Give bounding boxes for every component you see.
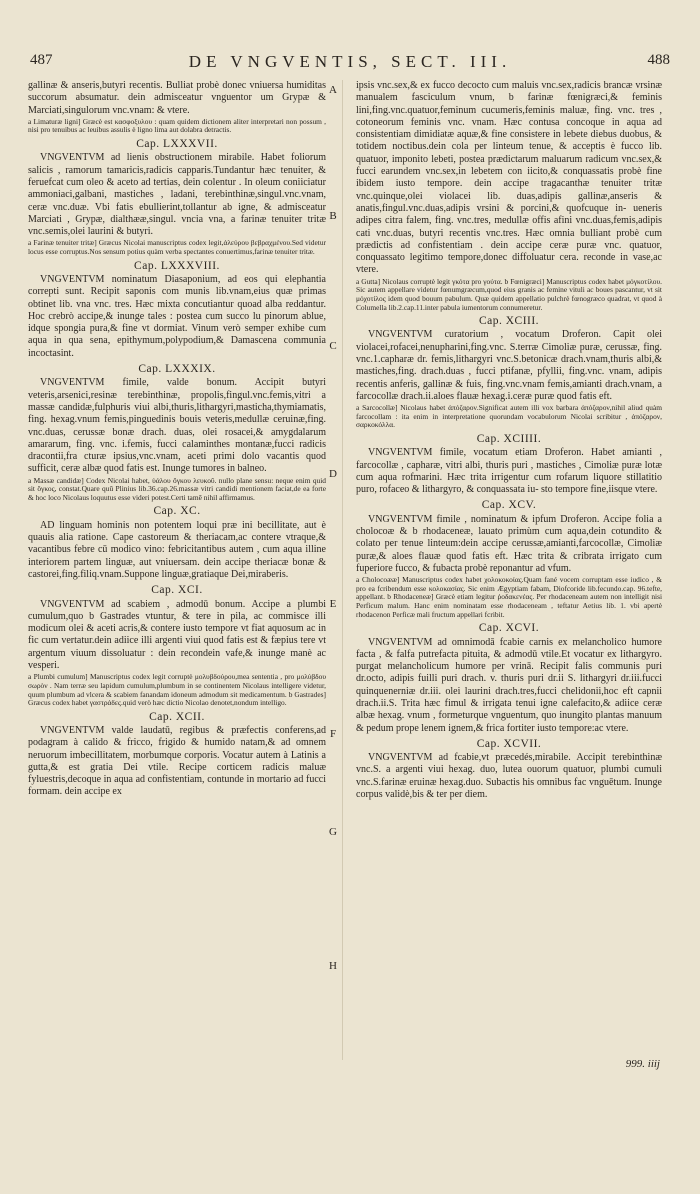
footnote: a Plumbi cumulum] Manuscriptus codex legit corruptè μολυβδούρου,mea sententia , pro μολύβδου σωρὸν . Nam terræ seu lapidum cumulum,plumbum in se continentem Nicolaus intelligere videtur, quum plumbum ad vlcera & scabiem fanandam idoneum admodum sit medicamentum. b Gastrades] Græcus codex habet γαστράδες.quid verò hæc dictio Nicolao denotet,nondum intelligo.	[28, 672, 326, 708]
chapter-heading: Cap. LXXXIX.	[138, 363, 216, 376]
margin-letter-c: C	[329, 340, 337, 352]
chapter-heading: Cap. XCVI.	[478, 622, 540, 635]
paragraph: VNGVENTVM fimile, valde bonum. Accipit butyri veteris,arsenici,resinæ terebinthinæ, propolis,fingul.vnc.femis,vitri a massæ candidæ,fulphuris viui albi,thuris,lithargyri,masticha,thymiamatis, fing. hexag.vnum femis,pinguedinis bouis veteris,medullæ ceruinæ,fing. vnc.duas, cerussæ bonæ drach. duas, olei rosacei,& amygdalarum amararum, fing. vnc. i.femis, fucci calaminthes montanæ,fucci radicis dracontii,fra cturæ ipsius,vnc.vnam, aceti primi dolo vacantis quod sufficit, ceræ albæ quod fatis est. Inunge tumores in balneo.	[28, 377, 326, 475]
right-column	[356, 80, 662, 1080]
margin-letter-a: A	[329, 84, 337, 96]
chapter-heading: Cap. LXXXVIII.	[134, 259, 220, 272]
chapter-heading: Cap. XCV.	[481, 499, 537, 512]
left-column	[28, 80, 326, 1080]
paragraph: VNGVENTVM ad omnimodā fcabie carnis ex melancholico humore facta , & falfa putrefacta pituita, & admodū vtile.Et vocatur ex lithargyro. purgat melancholicum humore per vrinā. Recipit falis communis puri dr.octo, adipis fuilli puri drach. v. thuris puri dr.ii S. lithargyri dr.iii.fucci quinquenerniæ dr.iii. olei laurini drach.tres,fucci chelidonii,hoc eft capnii drach.ii.S. Trita hæc fimul & irrigata tenui igne calefacito,& adiice ceræ albæ hexag. vnum , formeturque vnguentum, quo inungito plantas manuum & pedum prope lenem ignem,& frica fortiter iusto tempore:ac vtere.	[356, 636, 662, 734]
paragraph: gallinæ & anseris,butyri recentis. Bulliat probè donec vniuersa humiditas succorum absumatur. dein admisceatur vnguentor um Grypæ & Marciati,singulorum vnc.vnam: & vtere.	[28, 80, 326, 116]
paragraph: VNGVENTVM nominatum Diasaponium, ad eos qui elephantia correpti sunt. Recipit saponis com munis lib.vnam,eius quæ primas obtinet lib. vna vnc. tres. Hæc mixta concutiantur quoad alba reddantur. Hoc crebrò accipe,& inunge tales : postea cum succo lu pinorum ablue, idque spongia pura,& fine vt dormiat. Vinum verò semper exhibe cum aqua in qua sena, epithymum,polypodium,& Damascena communia incoctasint.	[28, 273, 326, 359]
footnote: a Farinæ tenuiter tritæ] Græcus Nicolai manuscriptus codex legit,ἀλεύρου βεβραχμένου.Sed videtur locus esse corruptus.Nos sensum potius quàm verba spectantes conuertimus,farinæ tenuiter tritæ.	[28, 238, 326, 257]
chapter-heading: Cap. XCVII.	[476, 737, 542, 750]
paragraph: VNGVENTVM fimile, vocatum etiam Droferon. Habet amianti , farcocollæ , capharæ, vitri albi, thuris puri , mastiches , Cimoliæ puræ lotæ cum aqua rofmarini. Hæc trita irrigentur cum rofarum liquore stillatitio puro, rofaceo & lithargyro, & conquassata iu- sto tempore fine,iisque vtere.	[356, 447, 662, 496]
paragraph: VNGVENTVM valde laudatū, regibus & præfectis conferens,ad podagram à calido & fricco, frigido & humido natam,& ad omnem neruorum imbecillitatem, morbumque corporis. Vocatur autem à Latinis a gutta,& est gratia Dei vtile. Recipe corticem radicis maluæ fyluestris,decoque in aqua ad confistentiam, contunde in mortario ad fucci formam. dein accipe ex	[28, 725, 326, 798]
footnote: a Sarcocollæ] Nicolaus habet ἀπόζαρον.Significat autem illi vox barbara ἀπόζαρον,nihil aliud quàm farcocollam : ita enim in interpretatione quorundam vocabulorum Nicolai scribitur , ἀπόζαρον, σαρκοκόλλα.	[356, 403, 662, 430]
paragraph: VNGVENTVM fimile , nominatum & ipfum Droferon. Accipe folia a cholocoæ & b rhodaceneæ, lauato primùm cum aqua,dein cotundito & colato per tenue linteum:dein accipe cerussæ,amianti,farcocollæ, Cimoliæ puræ,& aloes flauæ quod fatis eft. Hæc trita & cribrata irrigato cum fuperiore fucco, & fubacta probè reponantur ad vfum.	[356, 513, 662, 574]
running-title: DE VNGVENTIS, SECT. III.	[188, 52, 512, 71]
chapter-heading: Cap. XCIII.	[478, 315, 540, 328]
page-header	[30, 52, 670, 72]
footnote: a Gutta] Nicolaus corruptè legit γκότα pro γούτα. b Fœnigræci] Manuscriptus codex habet μόγκοτίλου. Sic autem appellare videtur fœnumgræcum,quod eius granis ac femine vituli ac boues pascantur, vt sit μόχοτίλος idem quod bouum pabulum. Quæ quidem appellatio pulchrè fœnogræco quadrat, vt quod à Columella lib.2.cap.11.inter pabula iumentorum connumeretur.	[356, 276, 662, 312]
paragraph: AD linguam hominis non potentem loqui præ ini becillitate, aut è quauis alia ratione. Cape castoreum & theriacam,ac contere vtraque,& vacantibus febre cū modico vino: febricitantibus autem , cum aqua illine interiorem partem linguæ, aut vniuersam. dein accipe theriacæ bonæ & castorei,fing.filiq.vnam.Suppone linguæ,gratiaque Dei,miraberis.	[28, 519, 326, 580]
column-divider	[342, 80, 343, 1060]
paragraph: VNGVENTVM ad scabiem , admodū bonum. Accipe a plumbi cumulum,quo b Gastrades vtuntur, & tere in pila, ac commisce illi modicum olei & aceti acris,& contere iusto tempore vt fiat aquosum ac in fic cum vertatur.dein adiice illi argenti viui quod fatis est & fæpius tere vt argentum viuum dissoluatur : dein recondein vafe,& inunge manè ac vesperi.	[28, 598, 326, 672]
margin-letter-h: H	[329, 960, 337, 972]
paragraph: VNGVENTVM ad fcabie,vt præcedés,mirabile. Accipit terebinthinæ vnc.S. a argenti viui hexag. duo, lutea ouorum quatuor, plumbi cumuli vnc.S.farinæ eruinæ hexag.duo. Subactis his omnibus fac vnguētum. Inunge corpus validè,bis & ter per diem.	[356, 752, 662, 801]
margin-letter-d: D	[329, 468, 337, 480]
page-number-right: 488	[647, 52, 670, 68]
signature-mark: 999. iiij	[625, 1058, 660, 1070]
margin-letter-f: F	[329, 728, 337, 740]
paragraph: VNGVENTVM ad lienis obstructionem mirabile. Habet foliorum salicis , ramorum tamaricis,radicis capparis.Tundantur hæc tenuiter, & feruefcat cum oleo & aceto ad tertias, dein colentur . In oleum coniiciatur ammoniaci,galbani, mastiches , ladani, terebinthinæ,singul.vnc.vnam, ceræ vnc.duæ. Vbi fatis ebullierint,tollantur ab igne, & admisceatur Marciati , Grypæ, dialthææ,singul. vncia vna, a farinæ tenuiter tritæ vnc.semis,olei laurini & butyri.	[28, 152, 326, 238]
paragraph: VNGVENTVM curatorium , vocatum Droferon. Capit olei violacei,rofacei,nenupharini,fing.vnc. S.terræ Cimoliæ puræ, cerussæ, fing. vnc.1.capharæ dr. femis,lithargyri vnc.S.betonicæ drach.vnam,thuris albi,& mastiches,fing. drach.duas , fucci ptifanæ, pfyllii, fing.vnc. vnam, adipis recentis anferis, gallinæ & fuis, fing.vnc.vnam femis,amianti drach.vnam, a farcocollæ drach.ii.aloes flauæ hexag.i.ceræ puræ quod fatis eft.	[356, 329, 662, 402]
footnote: a Cholocoææ] Manuscriptus codex habet χολοκοκοίας.Quam fané vocem corruptam esse iudico , & pro ea fcribendum esse κολοκασίας. Sic enim Ægyptiam fabam, Diofcoride lib.fecundo.cap. 96.tefte, appellant. b Rhodaceneæ] Græcè etiam legitur ῥοδακενέας. Per rhodaceneam autem non intelligit nisi Perficum malum. Hanc enim nominatam esse rhodaceneam , teftatur Aetius lib. 1. vbi apertè rhodacenon Perficæ mali fructum appellari fcribit.	[356, 575, 662, 619]
chapter-heading: Cap. XCIIII.	[476, 432, 542, 445]
page-number-left: 487	[30, 52, 53, 68]
chapter-heading: Cap. LXXXVII.	[136, 138, 218, 151]
footnote: a Limaturæ ligni] Græcè est κασφοξυλου : quam quidem dictionem aliter interpretari non possum , nisi pro tenuibus ac leuibus assulis è ligno lima aut dolabra detractis.	[28, 116, 326, 135]
margin-letter-e: E	[329, 598, 337, 610]
chapter-heading: Cap. XC.	[153, 505, 201, 518]
margin-letter-b: B	[329, 210, 337, 222]
chapter-heading: Cap. XCII.	[149, 710, 205, 723]
chapter-heading: Cap. XCI.	[151, 584, 203, 597]
footnote: a Massæ candidæ] Codex Nicolai habet, ὑάλου ὄγκου λευκοῦ. nullo plane sensu: neque enim quid sit ὄγκος, constat.Quare quū Plinius lib.36.cap.26.massæ vitri candidi mentionem faciat,de ea forte & hoc loco Nicolaus loquutus esse videri potest.Certi tamē nihil affirmamus.	[28, 475, 326, 502]
margin-letter-g: G	[329, 826, 337, 838]
paragraph: ipsis vnc.sex,& ex fucco decocto cum maluis vnc.sex,radicis brancæ vrsinæ manualem fasciculum vnum, b farinæ fœnigræci,& feminis lini,fing.vnc.quatuor,feminum cucumeris,feminis maluæ, fing. vnc. tres , cotoneorum feminis vnc. vnam. Hæc contusa concoque in aqua ad consistentiam dimidiatæ aquæ,& fine consistere in lebete diebus duobus, & totidem noctibus.dein cola per linteum tenue, & acceptis è fucco lib. quatuor, imponito lebeti, postea prædictarum maluarum radicum vnc.sex,& fucci earundem vnc.sex,in lebetem con iicito,& conquassatis probè fine ibidem iusto tempore. dein accipe tragacanthæ tenuiter tritæ vnc.quinque,olei violacei lib. duas,adipis gallinæ,anseris & anatis,fingul.vnc.duas,adipis vrsini & porcini,& quofcuque in- ueneris adipes citra falem, fing. vnc.tres, medullæ offis afini vnc.duas,femis,adipis cati vnc.duas, butyri recentis vnc.tres. Hæc omnia bulliant probè cum prædictis ad confistentiam . dein accipe ceræ puræ vnc. quatuor, conquassato legitimo tempore,donec diffoluatur cera. recondе in vase,ac vtere.	[356, 80, 662, 276]
